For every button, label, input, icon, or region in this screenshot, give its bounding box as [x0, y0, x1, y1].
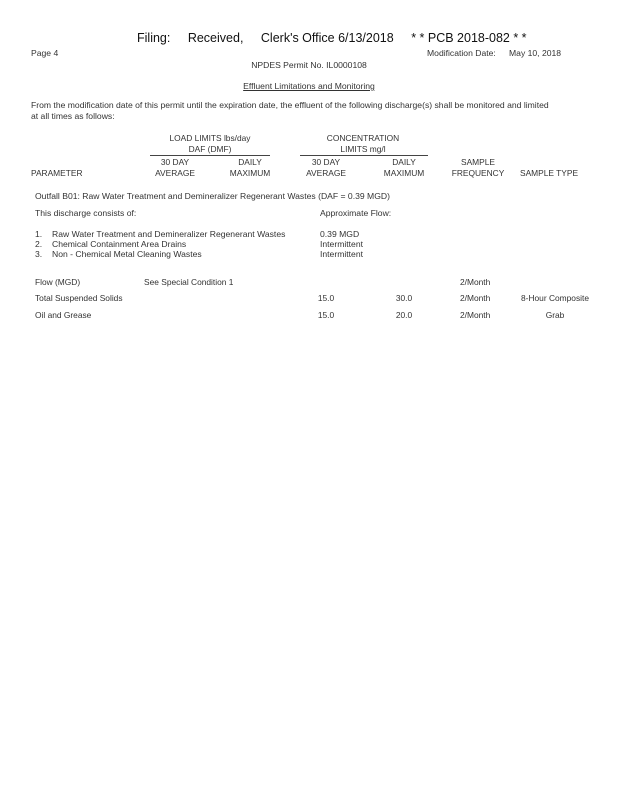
sample-frequency-value: 2/Month	[460, 310, 491, 320]
parameter-note: See Special Condition 1	[144, 277, 234, 287]
page-number: Page 4	[31, 48, 59, 58]
outfall-title: Outfall B01: Raw Water Treatment and Demineralizer Regenerant Wastes (DAF = 0.39 MGD)	[35, 191, 390, 201]
source-number: 1.	[35, 229, 43, 239]
stamp-received: Received,	[187, 31, 244, 45]
stamp-pcb: * * PCB 2018-082 * *	[411, 31, 527, 45]
conc-daily-maximum-header: DAILY MAXIMUM	[383, 157, 425, 178]
sample-frequency-value: 2/Month	[460, 277, 491, 287]
modification-date-label: Modification Date:	[427, 48, 496, 58]
stamp-filing: Filing:	[137, 31, 171, 45]
source-number: 3.	[35, 249, 43, 259]
intro-line-1: From the modification date of this permit until the expiration date, the effluent of the following discharge(s) shall be monitored and limited	[31, 100, 549, 110]
stamp-office: Clerk's Office 6/13/2018	[260, 31, 394, 45]
conc-30day-average-header: 30 DAY AVERAGE	[306, 157, 346, 178]
section-title: Effluent Limitations and Monitoring	[243, 81, 375, 91]
sample-frequency-header: SAMPLE FREQUENCY	[451, 157, 505, 178]
load-daily-maximum-header: DAILY MAXIMUM	[229, 157, 271, 178]
approximate-flow-label: Approximate Flow:	[320, 208, 392, 218]
source-flow: Intermittent	[320, 239, 363, 249]
conc-daily-maximum-value: 20.0	[395, 310, 413, 320]
conc-30day-average-value: 15.0	[317, 293, 335, 303]
load-limits-header: LOAD LIMITS lbs/day DAF (DMF)	[169, 133, 251, 154]
parameter-header: PARAMETER	[31, 168, 83, 178]
source-name: Raw Water Treatment and Demineralizer Regenerant Wastes	[52, 229, 286, 239]
conc-daily-maximum-value: 30.0	[395, 293, 413, 303]
concentration-rule	[300, 155, 428, 156]
intro-line-2: at all times as follows:	[31, 111, 115, 121]
sample-frequency-value: 2/Month	[460, 293, 491, 303]
permit-number: NPDES Permit No. IL0000108	[251, 60, 367, 70]
parameter-name: Total Suspended Solids	[35, 293, 123, 303]
load-30day-average-header: 30 DAY AVERAGE	[155, 157, 195, 178]
parameter-name: Flow (MGD)	[35, 277, 81, 287]
concentration-header: CONCENTRATION LIMITS mg/l	[326, 133, 400, 154]
source-number: 2.	[35, 239, 43, 249]
sample-type-value: Grab	[545, 310, 565, 320]
source-flow: Intermittent	[320, 249, 363, 259]
source-flow: 0.39 MGD	[320, 229, 360, 239]
load-limits-rule	[150, 155, 270, 156]
modification-date: May 10, 2018	[509, 48, 562, 58]
sample-type-value: 8-Hour Composite	[521, 293, 589, 303]
discharge-consists-label: This discharge consists of:	[35, 208, 137, 218]
sample-type-header: SAMPLE TYPE	[520, 168, 579, 178]
parameter-name: Oil and Grease	[35, 310, 92, 320]
filing-stamp	[137, 31, 541, 45]
conc-30day-average-value: 15.0	[317, 310, 335, 320]
source-name: Chemical Containment Area Drains	[52, 239, 187, 249]
source-name: Non - Chemical Metal Cleaning Wastes	[52, 249, 202, 259]
